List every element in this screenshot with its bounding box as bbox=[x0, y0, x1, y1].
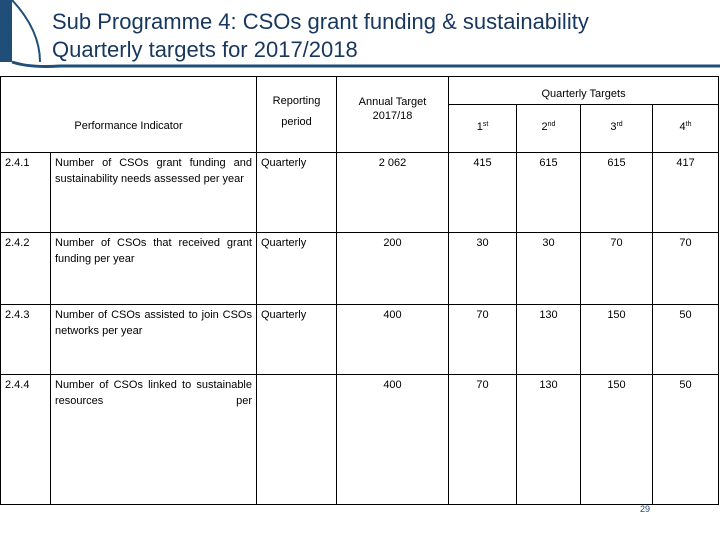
row-q3: 150 bbox=[581, 305, 653, 375]
row-annual: 400 bbox=[337, 375, 449, 505]
title-line-1: Sub Programme 4: CSOs grant funding & sustainability bbox=[52, 9, 589, 34]
row-q4: 70 bbox=[653, 233, 719, 305]
header-reporting: Reporting bbox=[272, 95, 321, 107]
header-annual-target: Annual Target 2017/18 bbox=[337, 77, 449, 153]
row-indicator: Number of CSOs grant funding and sustainability needs assessed per year bbox=[51, 153, 257, 233]
row-code: 2.4.1 bbox=[1, 153, 51, 233]
row-q2: 615 bbox=[517, 153, 581, 233]
row-q4: 417 bbox=[653, 153, 719, 233]
row-q1: 70 bbox=[449, 375, 517, 505]
row-q3: 70 bbox=[581, 233, 653, 305]
table-row bbox=[1, 153, 719, 233]
row-code: 2.4.3 bbox=[1, 305, 51, 375]
row-q3: 150 bbox=[581, 375, 653, 505]
row-reporting: Quarterly bbox=[257, 153, 337, 233]
row-indicator: Number of CSOs linked to sustainable resources per bbox=[51, 375, 257, 505]
row-reporting: Quarterly bbox=[257, 305, 337, 375]
row-q1: 30 bbox=[449, 233, 517, 305]
header-q2: 2nd bbox=[517, 105, 581, 153]
slide-title bbox=[52, 8, 712, 64]
row-reporting: Quarterly bbox=[257, 233, 337, 305]
row-annual: 200 bbox=[337, 233, 449, 305]
header-quarterly-targets: Quarterly Targets bbox=[449, 77, 719, 105]
row-q4: 50 bbox=[653, 375, 719, 505]
title-line-2: Quarterly targets for 2017/2018 bbox=[52, 37, 358, 62]
table-row bbox=[1, 375, 719, 505]
row-q1: 70 bbox=[449, 305, 517, 375]
row-q4: 50 bbox=[653, 305, 719, 375]
row-indicator: Number of CSOs assisted to join CSOs networks per year bbox=[51, 305, 257, 375]
row-reporting bbox=[257, 375, 337, 505]
header-performance-indicator: Performance Indicator bbox=[1, 77, 257, 153]
header-q1: 1st bbox=[449, 105, 517, 153]
row-annual: 400 bbox=[337, 305, 449, 375]
row-code: 2.4.2 bbox=[1, 233, 51, 305]
row-q2: 130 bbox=[517, 305, 581, 375]
row-q3: 615 bbox=[581, 153, 653, 233]
row-q2: 130 bbox=[517, 375, 581, 505]
header-row-1 bbox=[1, 77, 719, 105]
row-annual: 2 062 bbox=[337, 153, 449, 233]
row-q1: 415 bbox=[449, 153, 517, 233]
row-code: 2.4.4 bbox=[1, 375, 51, 505]
header-q4: 4th bbox=[653, 105, 719, 153]
header-q3: 3rd bbox=[581, 105, 653, 153]
row-q2: 30 bbox=[517, 233, 581, 305]
table-row bbox=[1, 305, 719, 375]
header-reporting-period bbox=[257, 77, 337, 153]
targets-table bbox=[0, 76, 719, 505]
table-row bbox=[1, 233, 719, 305]
page-number: 29 bbox=[640, 504, 651, 514]
row-indicator: Number of CSOs that received grant funding per year bbox=[51, 233, 257, 305]
header-period: period bbox=[281, 116, 312, 128]
